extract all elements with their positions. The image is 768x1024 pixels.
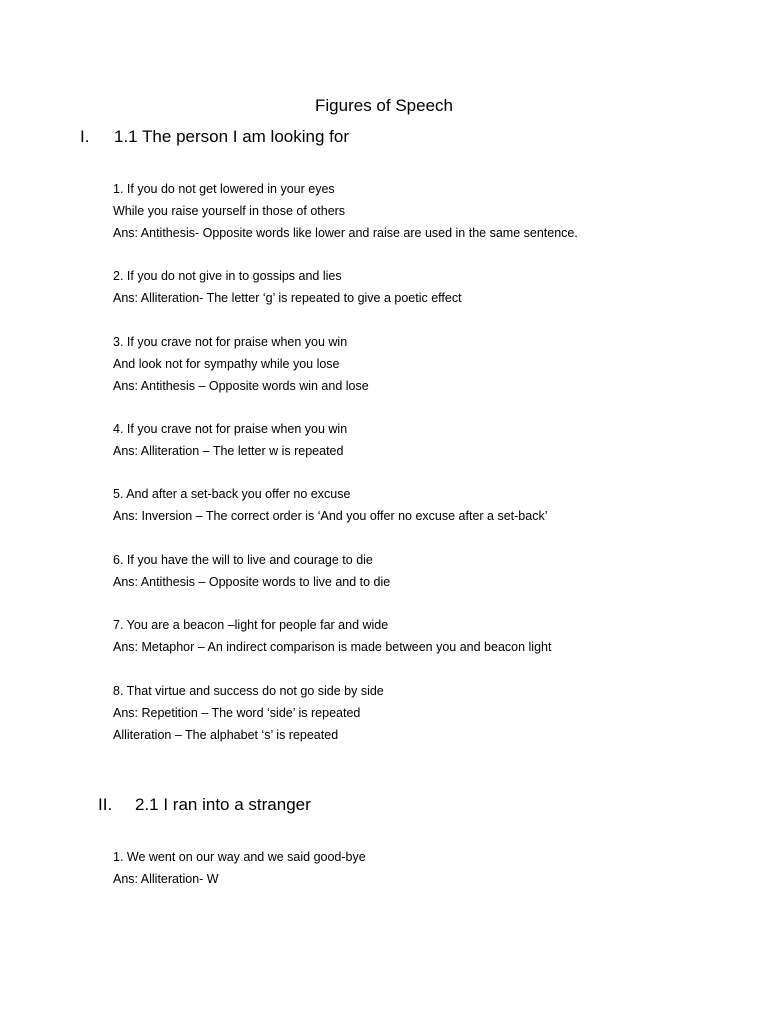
- question-line: 3. If you crave not for praise when you win: [113, 335, 348, 349]
- section-numeral: I.: [80, 127, 90, 146]
- answer-line: Ans: Alliteration- The letter ‘g’ is repeated to give a poetic effect: [113, 290, 462, 305]
- answer-line: Ans: Alliteration – The letter w is repeated: [113, 443, 344, 458]
- question-line: 1. If you do not get lowered in your eyes: [113, 182, 335, 196]
- answer-line: Alliteration – The alphabet ‘s’ is repeated: [113, 727, 339, 742]
- question-line: 2. If you do not give in to gossips and lies: [113, 269, 342, 283]
- section-title: 1.1 The person I am looking for: [114, 127, 349, 146]
- document-title: Figures of Speech: [315, 96, 453, 115]
- answer-line: Ans: Inversion – The correct order is ‘And you offer no excuse after a set-back’: [113, 508, 548, 523]
- section-numeral: II.: [98, 795, 113, 814]
- qa-item: [113, 179, 733, 245]
- qa-item: [113, 615, 733, 659]
- qa-item: [113, 550, 733, 594]
- section-title: 2.1 I ran into a stranger: [135, 795, 311, 814]
- answer-line: Ans: Repetition – The word ‘side’ is repeated: [113, 705, 361, 720]
- answer-line: Ans: Metaphor – An indirect comparison is made between you and beacon light: [113, 639, 552, 654]
- question-line: 5. And after a set-back you offer no excuse: [113, 487, 351, 501]
- qa-item: [113, 266, 733, 310]
- answer-line: Ans: Antithesis – Opposite words to live and to die: [113, 574, 391, 589]
- answer-line: Ans: Alliteration- W: [113, 871, 219, 886]
- question-line: 1. We went on our way and we said good-bye: [113, 850, 366, 864]
- question-line: 6. If you have the will to live and courage to die: [113, 553, 373, 567]
- answer-line: Ans: Antithesis- Opposite words like lower and raise are used in the same sentence.: [113, 225, 578, 240]
- question-line: And look not for sympathy while you lose: [113, 356, 340, 371]
- question-line: 4. If you crave not for praise when you win: [113, 422, 348, 436]
- qa-item: [113, 847, 733, 891]
- answer-line: Ans: Antithesis – Opposite words win and lose: [113, 378, 369, 393]
- question-line: While you raise yourself in those of others: [113, 203, 346, 218]
- qa-item: [113, 681, 733, 747]
- qa-item: [113, 419, 733, 463]
- qa-item: [113, 484, 733, 528]
- question-line: 7. You are a beacon –light for people far and wide: [113, 618, 389, 632]
- qa-item: [113, 332, 733, 398]
- question-line: 8. That virtue and success do not go side by side: [113, 684, 384, 698]
